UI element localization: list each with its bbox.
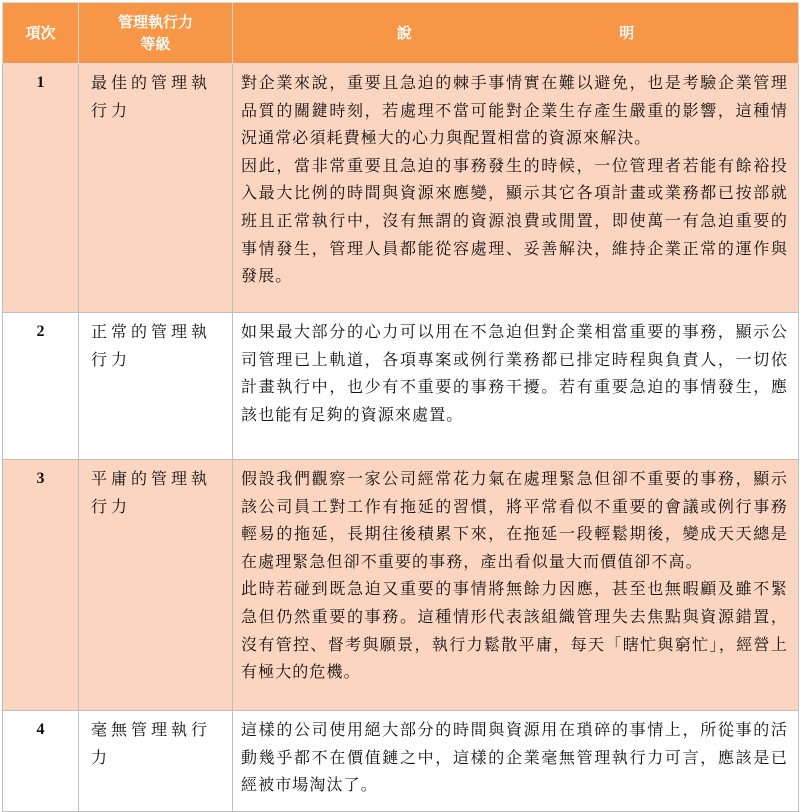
header-level bbox=[79, 3, 233, 64]
table-row bbox=[3, 64, 799, 313]
table-row bbox=[3, 711, 799, 812]
row-number: 4 bbox=[3, 711, 79, 812]
description-paragraph: 這樣的公司使用絕大部分的時間與資源用在瑣碎的事情上，所從事的活動幾乎都不在價值鏈之中，這樣的企業毫無管理執行力可言，應該是已經被市場淘汰了。 bbox=[241, 720, 788, 795]
description-paragraph: 假設我們觀察一家公司經常花力氣在處理緊急但卻不重要的事務，顯示該公司員工對工作有拖延的習慣，將平常看似不重要的會議或例行事務輕易的拖延，長期往後積累下來，在拖延一段輕鬆期後，變成天天總是在處理緊急但卻不重要的事務，產出看似量大而價值卻不高。 bbox=[241, 469, 788, 571]
row-level: 毫無管理執行力 bbox=[79, 711, 233, 812]
table-row bbox=[3, 460, 799, 711]
row-number: 2 bbox=[3, 313, 79, 460]
description-paragraph: 如果最大部分的心力可以用在不急迫但對企業相當重要的事務，顯示公司管理已上軌道，各項專案或例行業務都已排定時程與負責人，一切依計畫執行中，也少有不重要的事務干擾。若有重要急迫的事情發生，應該也能有足夠的資源來處置。 bbox=[241, 322, 788, 424]
row-number: 3 bbox=[3, 460, 79, 711]
description-paragraph: 對企業來說，重要且急迫的棘手事情實在難以避免，也是考驗企業管理品質的關鍵時刻，若處理不當可能對企業生存產生嚴重的影響，這種情況通常必須耗費極大的心力與配置相當的資源來解決。 bbox=[241, 73, 788, 148]
row-number: 1 bbox=[3, 64, 79, 313]
row-description bbox=[233, 313, 799, 460]
header-description bbox=[233, 3, 799, 64]
row-level: 平庸的管理執行力 bbox=[79, 460, 233, 711]
header-level-line2: 等級 bbox=[140, 35, 171, 53]
header-row bbox=[3, 3, 799, 64]
row-description bbox=[233, 711, 799, 812]
row-level: 正常的管理執行力 bbox=[79, 313, 233, 460]
row-description bbox=[233, 64, 799, 313]
header-desc-char1: 說 bbox=[396, 24, 412, 42]
header-level-line1: 管理執行力 bbox=[117, 13, 193, 31]
management-execution-table bbox=[2, 2, 799, 812]
description-paragraph: 因此，當非常重要且急迫的事務發生的時候，一位管理者若能有餘裕投入最大比例的時間與資源來應變，顯示其它各項計畫或業務都已按部就班且正常執行中，沒有無謂的資源浪費或閒置，即使萬一有急迫重要的事情發生，管理人員都能從容處理、妥善解決，維持企業正常的運作與發展。 bbox=[241, 155, 788, 286]
row-level: 最佳的管理執行力 bbox=[79, 64, 233, 313]
header-desc-char2: 明 bbox=[619, 24, 635, 42]
header-item-no: 項次 bbox=[3, 3, 79, 64]
table-row bbox=[3, 313, 799, 460]
row-description bbox=[233, 460, 799, 711]
description-paragraph: 此時若碰到既急迫又重要的事情將無餘力因應，甚至也無暇顧及雖不緊急但仍然重要的事務。這種情形代表該組織管理失去焦點與資源錯置，沒有管控、督考與願景，執行力鬆散平庸，每天「瞎忙與窮忙」，經營上有極大的危機。 bbox=[241, 579, 788, 682]
